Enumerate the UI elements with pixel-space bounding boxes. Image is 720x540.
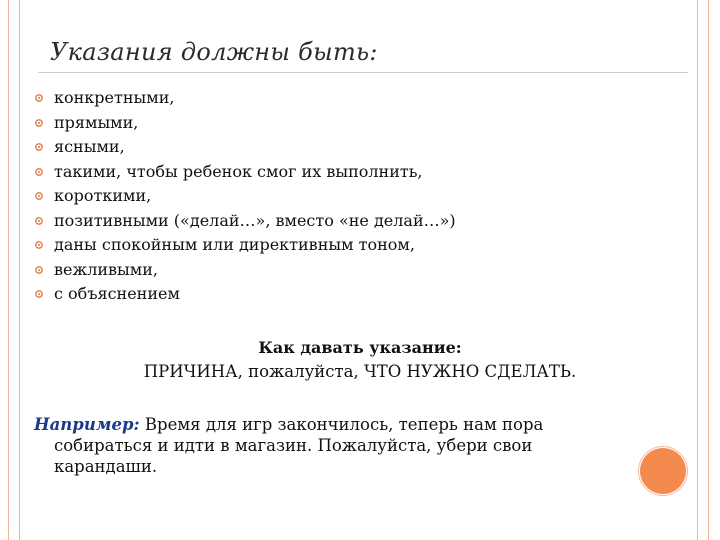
title-underline: [38, 72, 688, 73]
list-item: [34, 86, 456, 111]
list-item-text: конкретными,: [54, 88, 175, 107]
list-item-text: с объяснением: [54, 284, 180, 303]
sun-bullet-icon: [34, 191, 44, 201]
right-decorative-frame: [697, 0, 709, 540]
left-decorative-frame: [8, 0, 20, 540]
example-text-line-3: карандаши.: [54, 457, 158, 476]
sun-bullet-icon: [34, 240, 44, 250]
slide-title: Указания должны быть:: [50, 38, 378, 66]
sun-bullet-icon: [34, 167, 44, 177]
list-item: [34, 135, 456, 160]
sun-bullet-icon: [34, 289, 44, 299]
list-item-text: позитивными («делай…», вместо «не делай…»): [54, 210, 456, 230]
bullet-list: [34, 86, 456, 307]
list-item-text: такими, чтобы ребенок смог их выполнить,: [54, 161, 423, 181]
list-item: [34, 209, 456, 234]
list-item-text: ясными,: [54, 137, 125, 156]
list-item: [34, 233, 456, 258]
list-item: [34, 160, 456, 185]
example-text-line-2: собираться и идти в магазин. Пожалуйста, убери свои: [54, 436, 533, 455]
sun-bullet-icon: [34, 93, 44, 103]
list-item: [34, 258, 456, 283]
example-text-line-1: Время для игр закончилось, теперь нам пора: [144, 415, 544, 434]
list-item-text: даны спокойным или директивным тоном,: [54, 235, 415, 254]
list-item: [34, 184, 456, 209]
sun-bullet-icon: [34, 142, 44, 152]
sun-bullet-icon: [34, 216, 44, 226]
sun-bullet-icon: [34, 265, 44, 275]
example-label: Например:: [34, 415, 140, 434]
how-to-heading: Как давать указание:: [258, 338, 462, 357]
sun-bullet-icon: [34, 118, 44, 128]
example-paragraph: [34, 414, 634, 477]
how-to-formula: ПРИЧИНА, пожалуйста, ЧТО НУЖНО СДЕЛАТЬ.: [143, 362, 577, 381]
list-item: [34, 282, 456, 307]
list-item-text: вежливыми,: [54, 259, 158, 279]
list-item-text: короткими,: [54, 186, 152, 205]
list-item: [34, 111, 456, 136]
decorative-circle: [640, 448, 686, 494]
list-item-text: прямыми,: [54, 112, 139, 132]
